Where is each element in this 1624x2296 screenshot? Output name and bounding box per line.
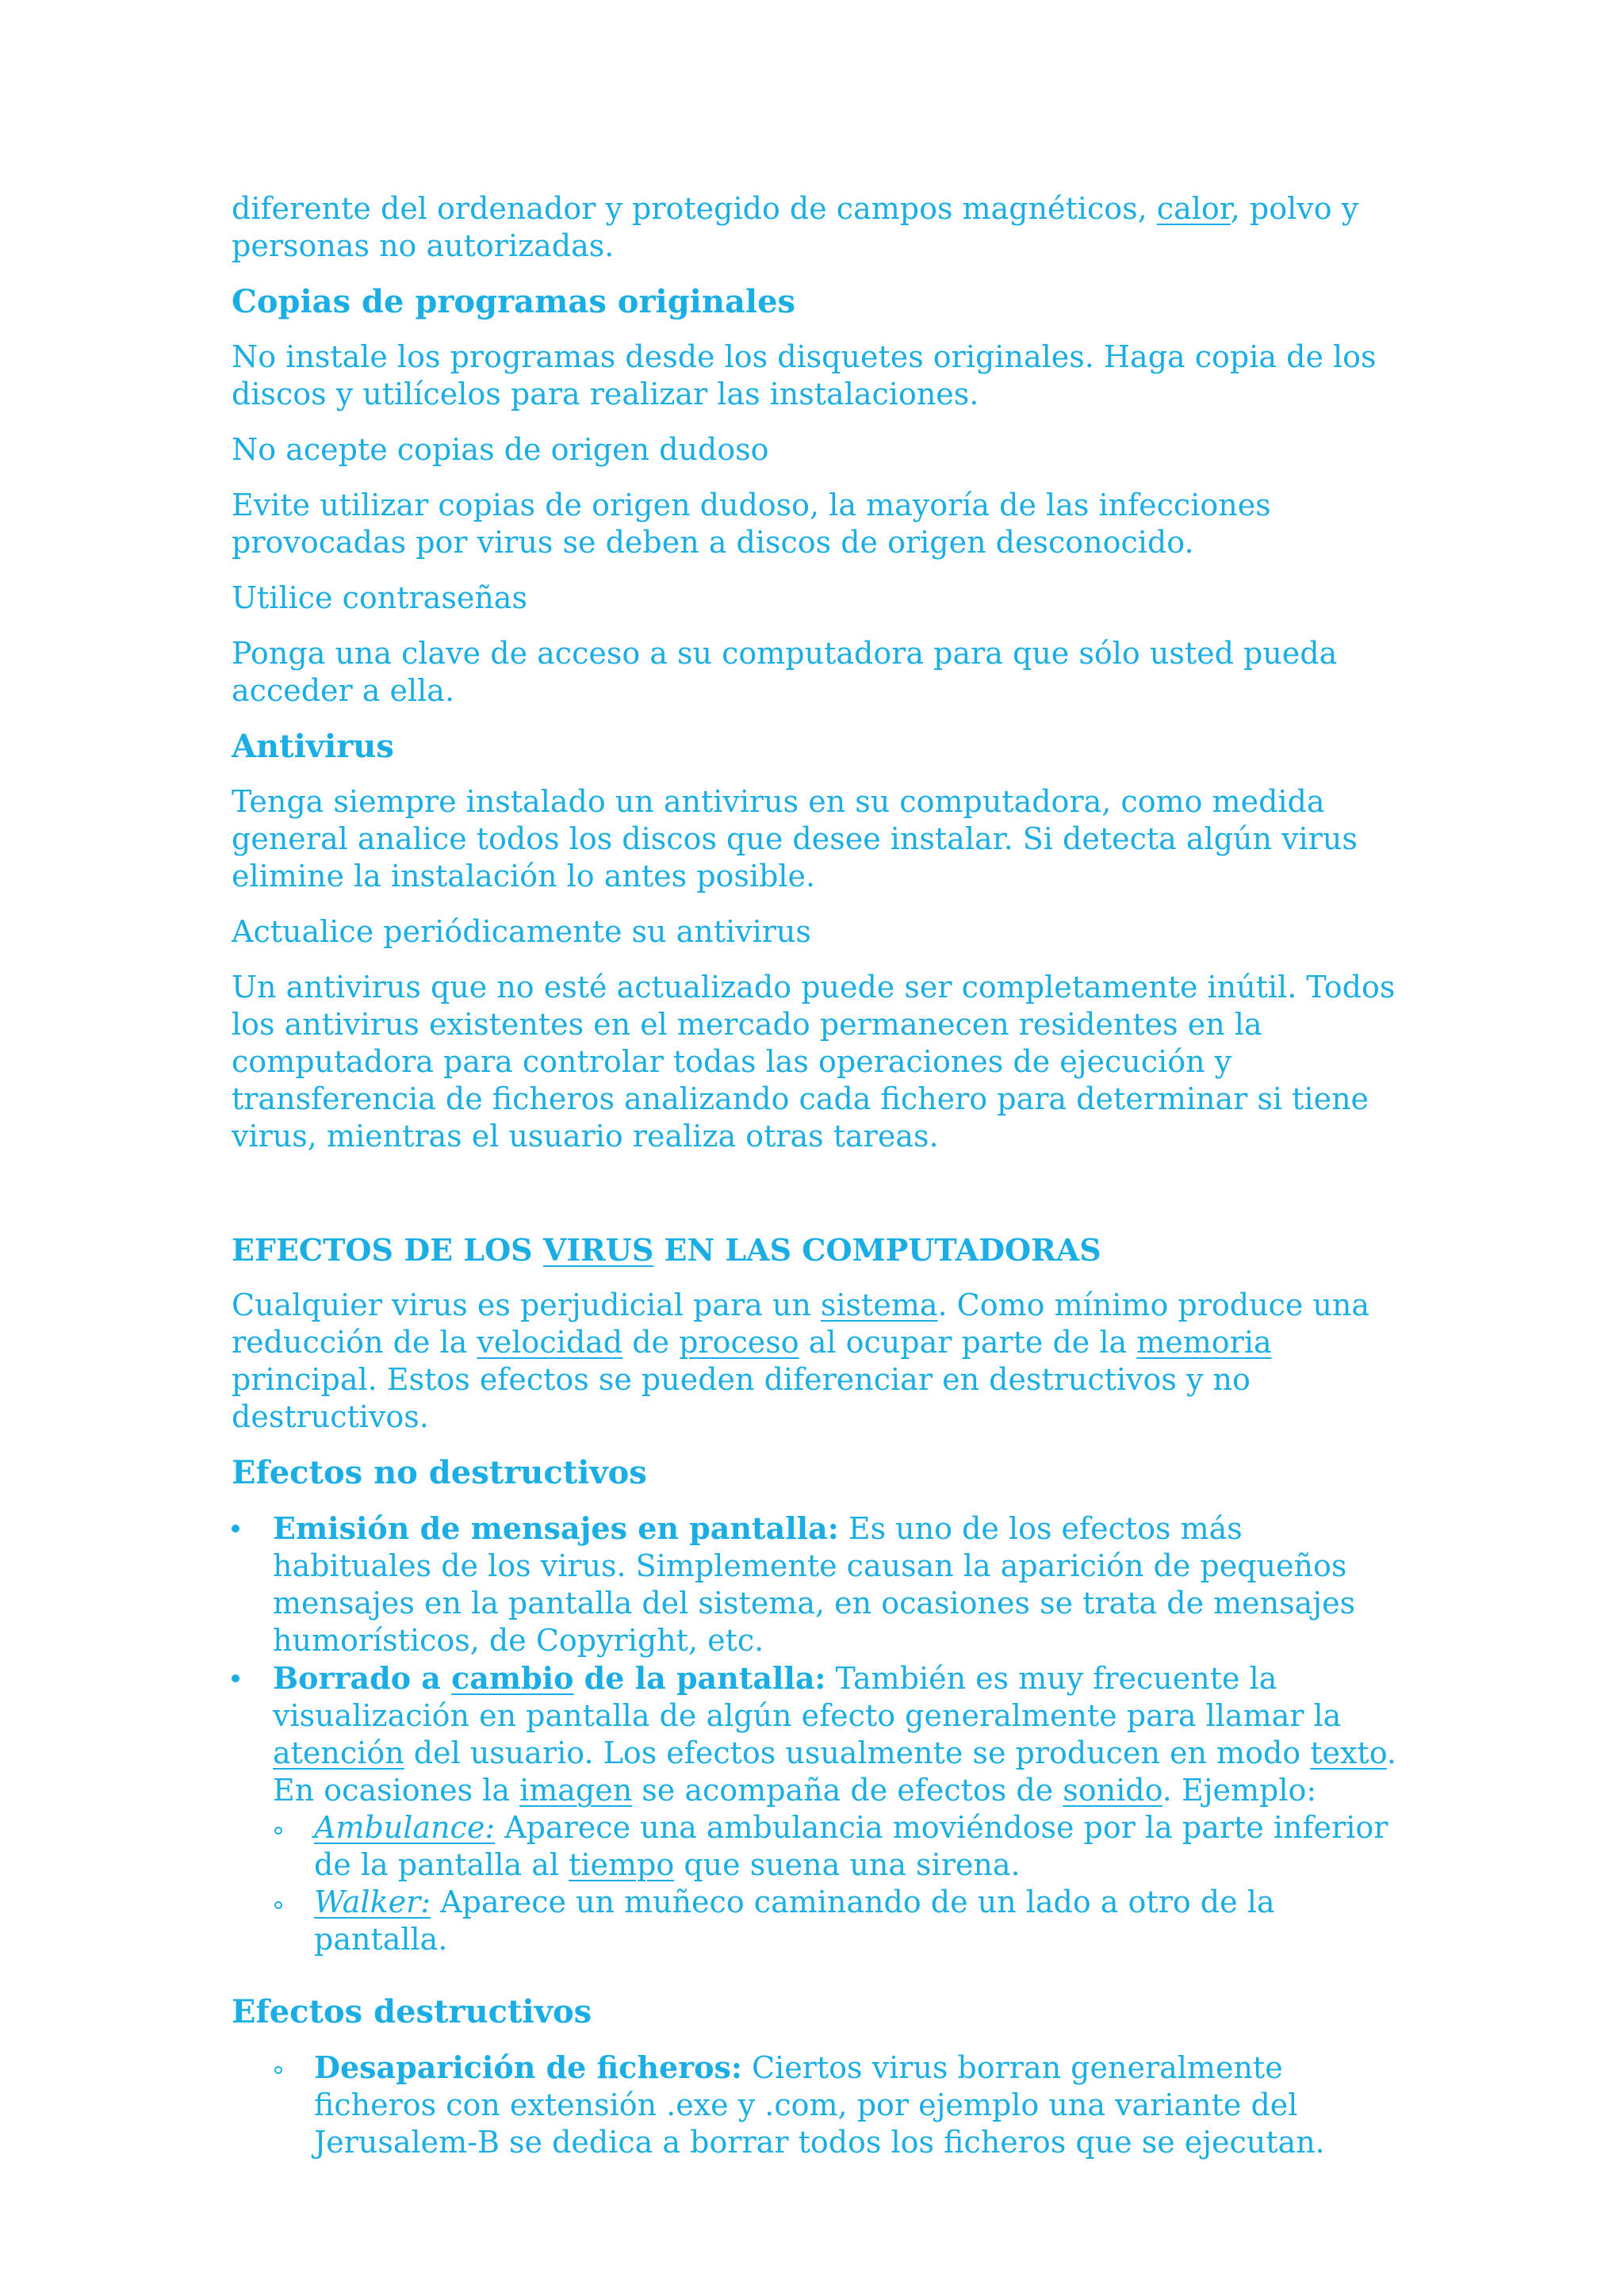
paragraph-origen: Evite utilizar copias de origen dudoso, la mayoría de las infecciones provocadas por virus se deben a discos de origen desconocido. xyxy=(232,488,1271,560)
list-item: Emisión de mensajes en pantalla: Es uno de los efectos más habituales de los virus. Simplemente causan la aparición de pequeños mensajes en la pantalla del sistema, en ocasiones se trata de mensajes humorísticos, de Copyright, etc. xyxy=(232,1510,1405,1659)
heading-destructivos: Efectos destructivos xyxy=(232,1993,592,2030)
link-memoria[interactable]: memoria xyxy=(1136,1325,1272,1360)
list-item: Desaparición de ficheros: Ciertos virus borran generalmente ficheros con extensión .exe y .com, por ejemplo una variante del Jerusalem-B se dedica a borrar todos los ficheros que se ejecutan. xyxy=(273,2049,1405,2161)
paragraph-copias: No instale los programas desde los disquetes originales. Haga copia de los discos y utilícelos para realizar las instalaciones. xyxy=(232,339,1377,411)
link-velocidad[interactable]: velocidad xyxy=(477,1325,623,1360)
document-body xyxy=(232,190,1405,2179)
paragraph-antivirus: Tenga siempre instalado un antivirus en su computadora, como medida general analice todos los discos que desee instalar. Si detecta algún virus elimine la instalación lo antes posible. xyxy=(232,784,1358,894)
list-item: Ambulance: Aparece una ambulancia moviéndose por la parte inferior de la pantalla al tiempo que suena una sirena. xyxy=(273,1809,1405,1884)
bullet-icon xyxy=(232,1674,239,1682)
heading-copias: Copias de programas originales xyxy=(232,283,796,320)
heading-contrasenas: Utilice contraseñas xyxy=(232,580,527,615)
list-item: Walker: Aparece un muñeco caminando de un lado a otro de la pantalla. xyxy=(273,1884,1405,1958)
link-virus[interactable]: VIRUS xyxy=(542,1232,654,1268)
intro-paragraph: diferente del ordenador y protegido de campos magnéticos, calor, polvo y personas no autorizadas. xyxy=(232,191,1359,263)
sublist-ejemplos xyxy=(273,1809,1405,1958)
link-sistema[interactable]: sistema xyxy=(820,1288,938,1322)
link-proceso[interactable]: proceso xyxy=(679,1325,799,1360)
link-atencion[interactable]: atención xyxy=(273,1735,404,1770)
section-title-efectos: EFECTOS DE LOS VIRUS EN LAS COMPUTADORAS xyxy=(232,1232,1101,1268)
circle-bullet-icon xyxy=(274,1827,282,1835)
bullet-icon xyxy=(232,1525,239,1533)
paragraph-actualice: Un antivirus que no esté actualizado puede ser completamente inútil. Todos los antivirus existentes en el mercado permanecen residentes en la computadora para controlar todas las operaciones de ejecución y transferencia de ficheros analizando cada fichero para determinar si tiene virus, mientras el usuario realiza otras tareas. xyxy=(232,970,1396,1154)
heading-origen: No acepte copias de origen dudoso xyxy=(232,432,769,467)
link-walker[interactable]: Walker: xyxy=(314,1885,431,1919)
link-tiempo[interactable]: tiempo xyxy=(569,1847,675,1882)
link-texto[interactable]: texto xyxy=(1310,1735,1387,1770)
link-imagen[interactable]: imagen xyxy=(519,1773,633,1808)
list-item: Borrado a cambio de la pantalla: También es muy frecuente la visualización en pantalla de algún efecto generalmente para llamar la atención del usuario. Los efectos usualmente se producen en modo texto. En ocasiones la imagen se acompaña de efectos de sonido. Ejemplo: Ambulance: Aparece una ambulancia moviéndose por la parte inferior de la pantalla al tiempo que suena una sirena. Walker: Aparece un muñeco caminando de un lado a otro de la pantalla. xyxy=(232,1659,1405,1958)
link-cambio[interactable]: cambio xyxy=(451,1660,574,1696)
link-ambulance[interactable]: Ambulance: xyxy=(314,1810,496,1845)
link-calor[interactable]: calor xyxy=(1156,191,1231,226)
list-destructivos xyxy=(232,2049,1405,2161)
heading-antivirus: Antivirus xyxy=(232,728,394,765)
list-no-destructivos xyxy=(232,1510,1405,1958)
heading-actualice: Actualice periódicamente su antivirus xyxy=(232,914,811,949)
circle-bullet-icon xyxy=(274,2066,282,2074)
paragraph-efectos: Cualquier virus es perjudicial para un sistema. Como mínimo produce una reducción de la velocidad de proceso al ocupar parte de la memoria principal. Estos efectos se pueden diferenciar en destructivos y no destructivos. xyxy=(232,1288,1370,1434)
circle-bullet-icon xyxy=(274,1901,282,1909)
heading-no-destructivos: Efectos no destructivos xyxy=(232,1454,647,1491)
paragraph-contrasenas: Ponga una clave de acceso a su computadora para que sólo usted pueda acceder a ella. xyxy=(232,636,1338,708)
link-sonido[interactable]: sonido xyxy=(1063,1773,1162,1808)
